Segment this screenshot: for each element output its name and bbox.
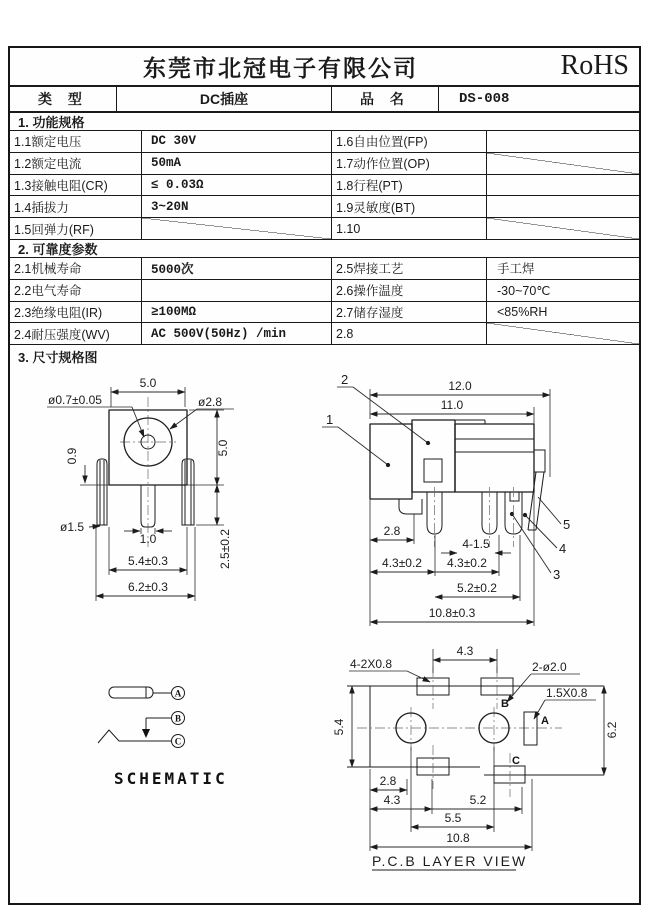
dim-pcb-b3: 5.2 bbox=[469, 793, 487, 807]
dim-side-pitch-c: 5.2±0.2 bbox=[457, 581, 497, 595]
ref-label-2: 2 bbox=[341, 372, 349, 387]
schematic-title: SCHEMATIC bbox=[114, 769, 228, 788]
table-row bbox=[10, 153, 639, 175]
dim-pcb-b1: 2.8 bbox=[379, 774, 397, 788]
schematic-pin-c: C bbox=[174, 736, 182, 747]
schematic-contact-arrow bbox=[142, 729, 150, 738]
section1-title: 1. 功能规格 bbox=[10, 113, 639, 131]
pcb-label-holes: 2-ø2.0 bbox=[532, 660, 567, 674]
front-view-body bbox=[80, 410, 224, 527]
dim-side-total-width: 12.0 bbox=[448, 379, 472, 393]
dim-front-pin-width: 1.0 bbox=[139, 532, 157, 546]
table-row bbox=[10, 258, 639, 280]
pcb-dimensions bbox=[332, 644, 619, 851]
dim-side-pitch-b: 4.3±0.2 bbox=[447, 556, 487, 570]
side-view-dimensions bbox=[370, 379, 550, 626]
pcb-label-pad: 1.5X0.8 bbox=[546, 686, 588, 700]
ref-label-4: 4 bbox=[559, 541, 567, 556]
table-row bbox=[10, 302, 639, 324]
spec-label: 1.4插拔力 bbox=[10, 196, 142, 217]
dim-side-span: 10.8±0.3 bbox=[428, 606, 476, 620]
dim-pcb-left: 5.4 bbox=[332, 718, 346, 736]
spec-value bbox=[487, 196, 639, 217]
dim-front-barrel-dia: ø2.8 bbox=[198, 395, 223, 409]
ref-label-1: 1 bbox=[326, 412, 334, 427]
type-value: DC插座 bbox=[117, 87, 332, 111]
section2-title: 2. 可靠度参数 bbox=[10, 240, 639, 258]
dim-pcb-b2: 4.3 bbox=[383, 793, 401, 807]
spec-label: 1.5回弹力(RF) bbox=[10, 218, 142, 239]
type-label: 类 型 bbox=[10, 87, 117, 111]
pcb-label-slots: 4-2X0.8 bbox=[350, 657, 393, 671]
spec-value: ≥100MΩ bbox=[142, 302, 332, 323]
dim-pcb-b5: 10.8 bbox=[446, 831, 470, 845]
spec-label: 1.3接触电阻(CR) bbox=[10, 175, 142, 196]
spec-value: 50mA bbox=[142, 153, 332, 174]
dim-side-body-width: 11.0 bbox=[440, 398, 464, 412]
side-view bbox=[322, 372, 570, 626]
spec-label: 2.3绝缘电阻(IR) bbox=[10, 302, 142, 323]
spec-label: 2.8 bbox=[332, 323, 487, 344]
spec-label: 2.6操作温度 bbox=[332, 280, 487, 301]
spec-value-na bbox=[487, 323, 639, 344]
dim-front-offset: 0.9 bbox=[65, 447, 79, 465]
schematic bbox=[98, 687, 228, 789]
spec-value bbox=[487, 131, 639, 152]
spec-value-na bbox=[487, 153, 639, 174]
spec-label: 1.2额定电流 bbox=[10, 153, 142, 174]
spec-label: 1.9灵敏度(BT) bbox=[332, 196, 487, 217]
dim-side-pitch-a: 4.3±0.2 bbox=[382, 556, 422, 570]
spec-value-na bbox=[142, 218, 332, 239]
pcb-pad-b-label: B bbox=[501, 698, 509, 710]
pcb-view-title: P.C.B LAYER VIEW bbox=[372, 853, 528, 869]
schematic-pin-a: A bbox=[174, 688, 182, 699]
table-row bbox=[10, 196, 639, 218]
spec-value: ≤ 0.03Ω bbox=[142, 175, 332, 196]
pcb-pad-c-label: C bbox=[512, 755, 520, 767]
schematic-pin-b: B bbox=[174, 713, 182, 724]
ref-label-3: 3 bbox=[553, 567, 561, 582]
spec-label: 1.8行程(PT) bbox=[332, 175, 487, 196]
spec-sheet bbox=[8, 46, 641, 905]
spec-label: 1.10 bbox=[332, 218, 487, 239]
front-view-centerlines bbox=[120, 397, 176, 547]
spec-label: 1.1额定电压 bbox=[10, 131, 142, 152]
spec-value bbox=[487, 175, 639, 196]
spec-label: 2.1机械寿命 bbox=[10, 258, 142, 279]
dim-pcb-hole-pitch: 4.3 bbox=[456, 644, 474, 658]
dim-front-outer-width: 6.2±0.3 bbox=[128, 580, 168, 594]
dim-pcb-right: 6.2 bbox=[605, 721, 619, 739]
section3-title: 3. 尺寸规格图 bbox=[18, 349, 98, 365]
front-view bbox=[47, 376, 234, 601]
spec-label: 1.6自由位置(FP) bbox=[332, 131, 487, 152]
type-name-row bbox=[10, 87, 639, 113]
pcb-pad-a-label: A bbox=[541, 715, 549, 727]
dim-front-height: 5.0 bbox=[216, 439, 230, 457]
rohs-mark: RoHS bbox=[560, 50, 629, 81]
dimension-drawing bbox=[10, 367, 638, 901]
product-name-label: 品 名 bbox=[332, 87, 439, 111]
spec-label: 1.7动作位置(OP) bbox=[332, 153, 487, 174]
dim-side-front: 2.8 bbox=[383, 524, 401, 538]
spec-label: 2.7储存湿度 bbox=[332, 302, 487, 323]
spec-value: DC 30V bbox=[142, 131, 332, 152]
table-row bbox=[10, 131, 639, 153]
dim-pcb-b4: 5.5 bbox=[444, 811, 462, 825]
pcb-layer-view bbox=[332, 644, 619, 870]
dim-front-leg-dia: ø1.5 bbox=[60, 520, 85, 534]
product-name-value: DS-008 bbox=[459, 91, 510, 107]
dim-front-leg-length: 2.5±0.2 bbox=[218, 529, 232, 569]
dim-front-top-width: 5.0 bbox=[139, 376, 157, 390]
spec-value bbox=[142, 280, 332, 301]
dim-side-legs: 4-1.5 bbox=[462, 537, 490, 551]
spec-value: AC 500V(50Hz) /min bbox=[142, 323, 332, 344]
spec-label: 2.5焊接工艺 bbox=[332, 258, 487, 279]
spec-label: 2.4耐压强度(WV) bbox=[10, 323, 142, 344]
dim-front-inner-width: 5.4±0.3 bbox=[128, 554, 168, 568]
spec-value-na bbox=[487, 218, 639, 239]
spec-value: -30~70℃ bbox=[497, 283, 551, 298]
spec-value: <85%RH bbox=[497, 304, 548, 319]
spec-label: 2.2电气寿命 bbox=[10, 280, 142, 301]
table-row bbox=[10, 280, 639, 302]
company-name: 东莞市北冠电子有限公司 bbox=[143, 55, 418, 81]
spec-value: 3~20N bbox=[142, 196, 332, 217]
spec-value: 5000次 bbox=[142, 258, 332, 279]
sheet-header bbox=[10, 48, 639, 87]
table-row bbox=[10, 175, 639, 197]
table-row bbox=[10, 218, 639, 240]
ref-label-5: 5 bbox=[563, 517, 571, 532]
table-row bbox=[10, 323, 639, 345]
spec-value: 手工焊 bbox=[497, 262, 535, 277]
dim-front-pin-dia: ø0.7±0.05 bbox=[48, 393, 102, 407]
